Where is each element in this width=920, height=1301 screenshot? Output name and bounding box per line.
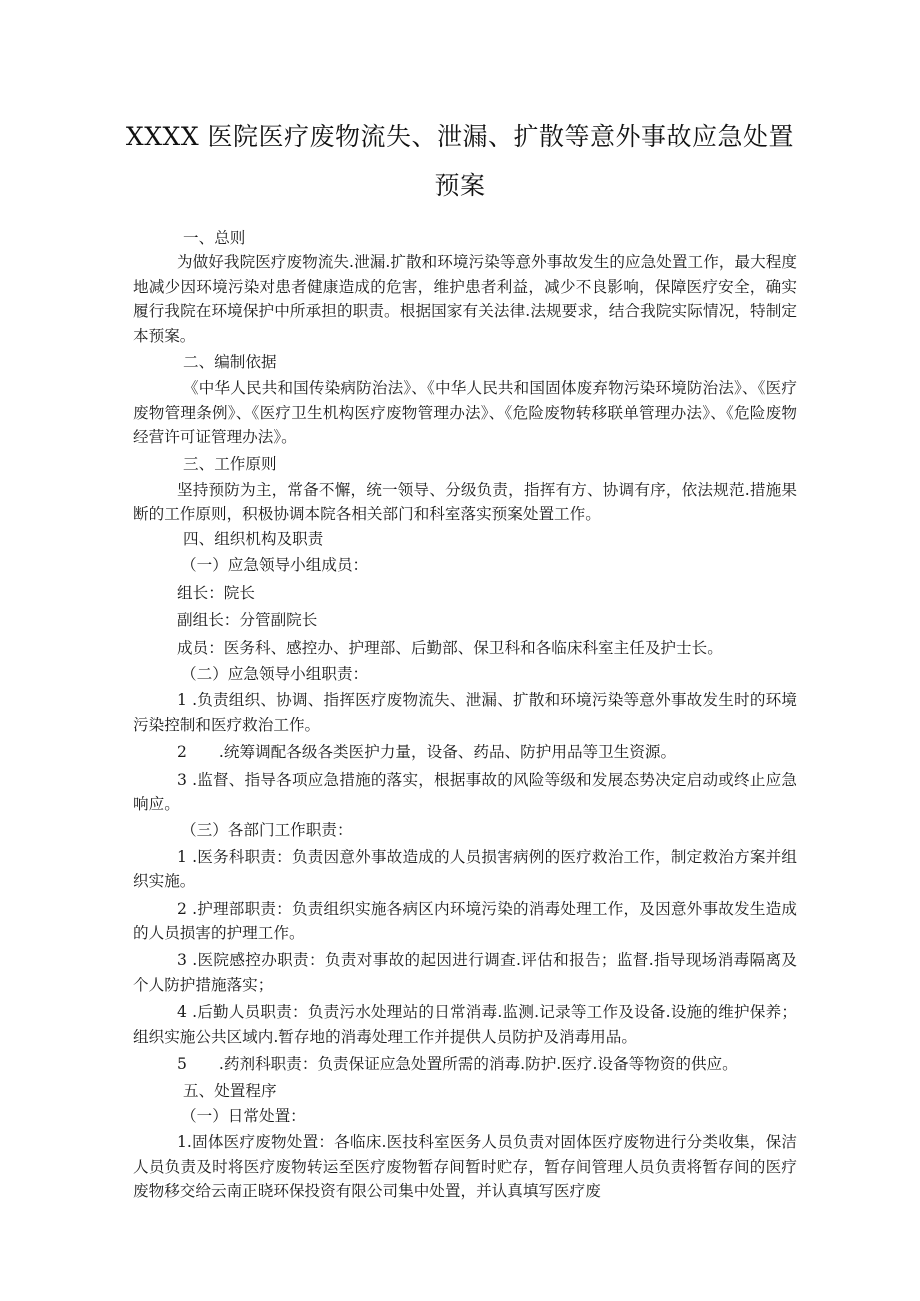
dept-duty-2: 2 .护理部职责：负责组织实施各病区内环境污染的消毒处理工作，及因意外事故发生造成的人员损害的护理工作。 — [133, 899, 797, 942]
duty-2 — [133, 740, 797, 764]
document-title-line-1: XXXX 医院医疗废物流失、泄漏、扩散等意外事故应急处置 — [125, 122, 795, 151]
section-3-heading: 三、工作原则 — [183, 454, 277, 473]
duty-1: 1 .负责组织、协调、指挥医疗废物流失、泄漏、扩散和环境污染等意外事故发生时的环境污染控制和医疗救治工作。 — [133, 691, 797, 734]
section-2-heading: 二、编制依据 — [183, 353, 277, 372]
duty-3: 3 .监督、指导各项应急措施的落实，根据事故的风险等级和发展态势决定启动或终止应急响应。 — [133, 770, 797, 813]
members-line: 成员：医务科、感控办、护理部、后勤部、保卫科和各临床科室主任及护士长。 — [177, 638, 723, 657]
dept-duty-5-number: 5 — [177, 1055, 187, 1073]
dept-duty-1: 1 .医务科职责：负责因意外事故造成的人员损害病例的医疗救治工作，制定救治方案并组织实施。 — [133, 847, 797, 891]
deputy-line: 副组长：分管副院长 — [177, 611, 318, 630]
duty-2-text: .统筹调配各级各类医护力量，设备、药品、防护用品等卫生资源。 — [218, 743, 677, 762]
section-4-heading: 四、组织机构及职责 — [183, 529, 324, 548]
document-title-line-2: 预案 — [434, 171, 486, 200]
disposal-item-1: 1.固体医疗废物处置：各临床.医技科室医务人员负责对固体医疗废物进行分类收集，保洁人员负责及时将医疗废物转运至医疗废物暂存间暂时贮存，暂存间管理人员负责将暂存间的医疗废物移交给云南正晓环保投资有限公司集中处置，并认真填写医疗废 — [133, 1133, 797, 1201]
section-2-paragraph: 《中华人民共和国传染病防治法》、《中华人民共和国固体废弃物污染环境防治法》、《医疗废物管理条例》、《医疗卫生机构医疗废物管理办法》、《危险废物转移联单管理办法》、《危险废物经营许可证管理办法》。 — [133, 379, 797, 447]
section-4-sub-1: （一）应急领导小组成员： — [181, 556, 369, 575]
document-body — [133, 226, 797, 1203]
section-3-paragraph: 坚持预防为主，常备不懈，统一领导、分级负责，指挥有方、协调有序，依法规范.措施果断的工作原则，积极协调本院各相关部门和科室落实预案处置工作。 — [133, 481, 797, 524]
dept-duty-3: 3 .医院感控办职责：负责对事故的起因进行调查.评估和报告；监督.指导现场消毒隔离及个人防护措施落实； — [133, 951, 797, 994]
section-5-heading: 五、处置程序 — [183, 1082, 277, 1101]
section-1-heading: 一、总则 — [183, 229, 246, 247]
leader-line: 组长：院长 — [177, 583, 255, 602]
dept-duty-5-text: .药剂科职责：负责保证应急处置所需的消毒.防护.医疗.设备等物资的供应。 — [218, 1055, 738, 1073]
duty-2-number: 2 — [177, 743, 187, 762]
section-4-sub-2: （二）应急领导小组职责： — [181, 664, 369, 683]
dept-duty-4: 4 .后勤人员职责：负责污水处理站的日常消毒.监测.记录等工作及设备.设施的维护保养；组织实施公共区域内.暂存地的消毒处理工作并提供人员防护及消毒用品。 — [133, 1003, 797, 1046]
section-4-sub-3: （三）各部门工作职责： — [181, 821, 353, 840]
section-5-sub-1: （一）日常处置： — [181, 1106, 306, 1125]
section-1-paragraph: 为做好我院医疗废物流失.泄漏.扩散和环境污染等意外事故发生的应急处置工作，最大程度地减少因环境污染对患者健康造成的危害，维护患者利益，减少不良影响，保障医疗安全，确实履行我院在环境保护中所承担的职责。根据国家有关法律.法规要求，结合我院实际情况，特制定本预案。 — [133, 253, 797, 345]
dept-duty-5 — [133, 1052, 797, 1076]
